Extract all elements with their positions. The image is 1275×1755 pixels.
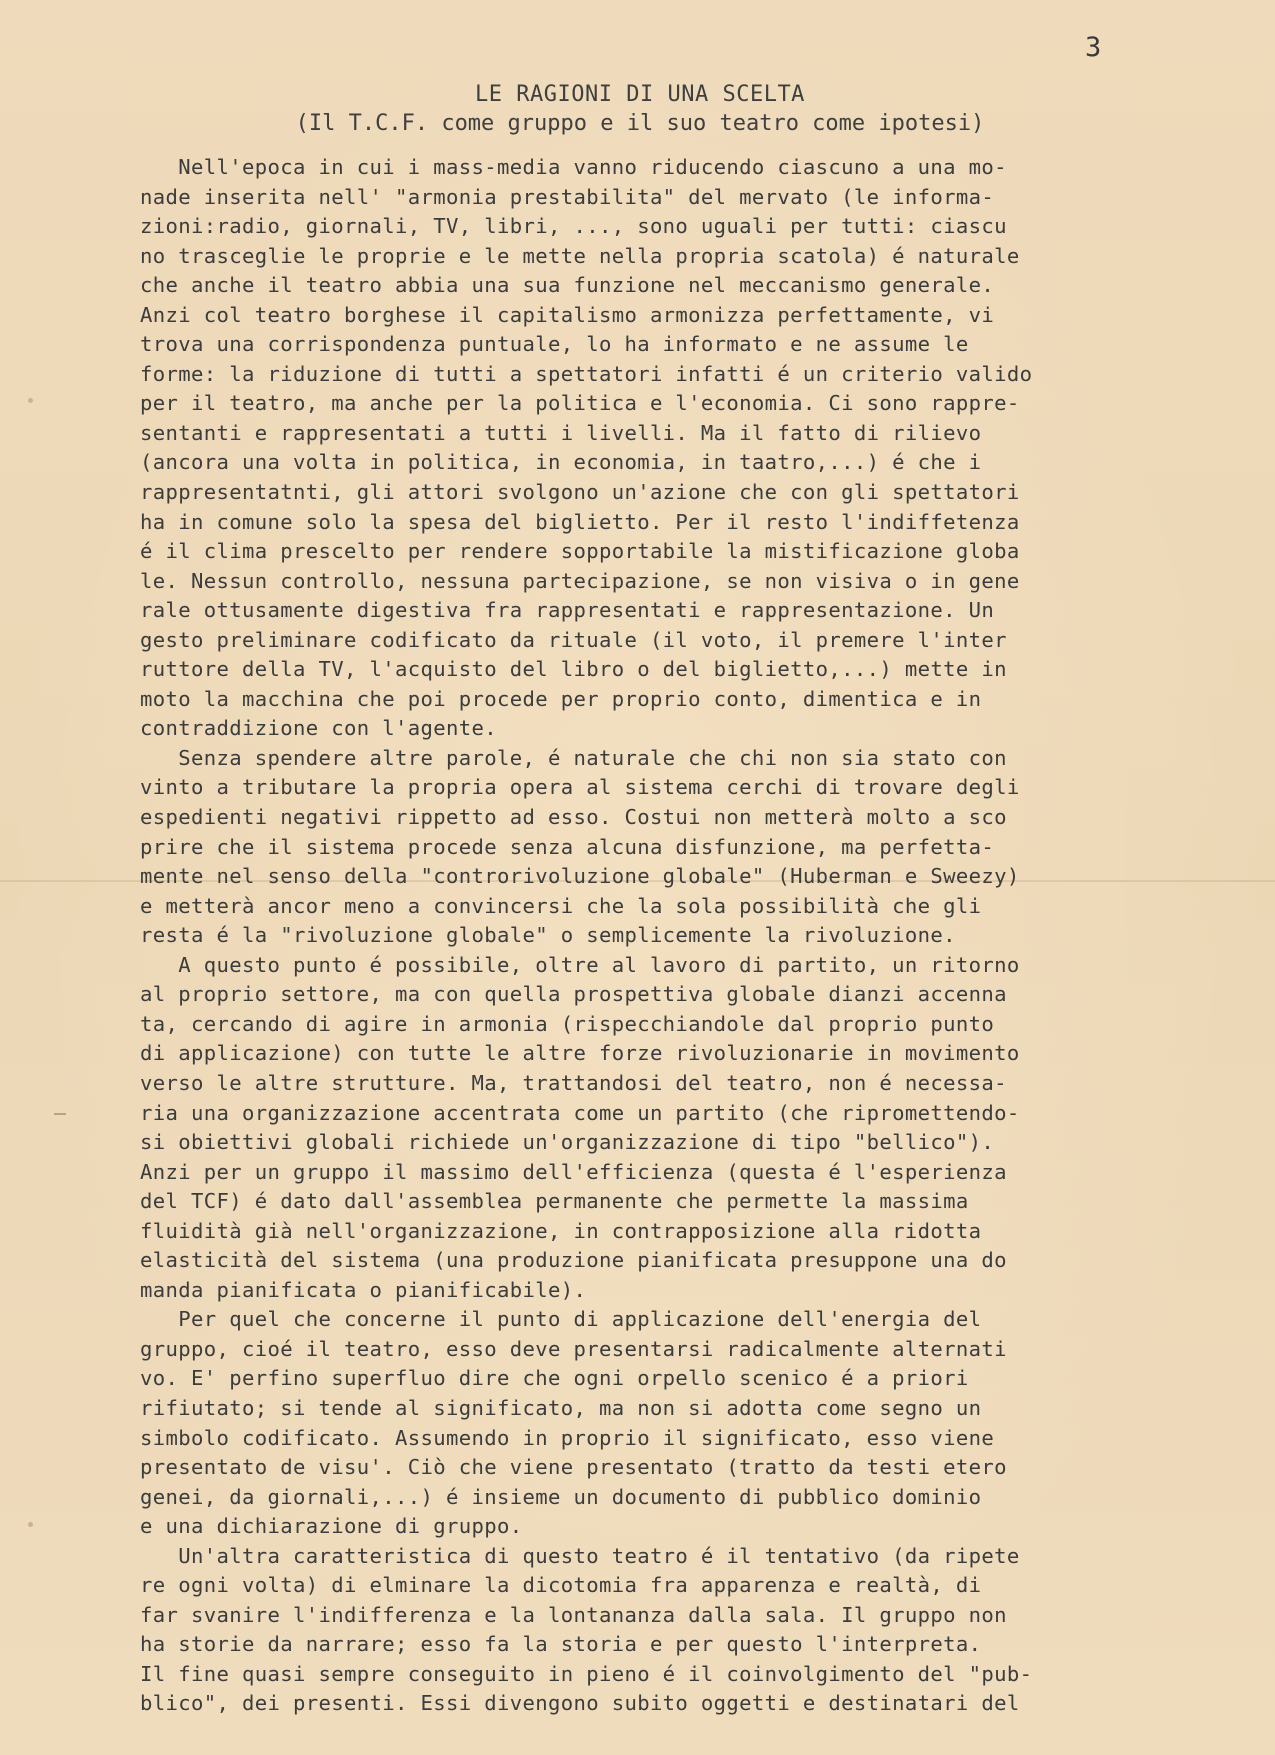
- text-line: far svanire l'indifferenza e la lontananza dalla sala. Il gruppo non: [140, 1602, 1007, 1627]
- text-line: ha in comune solo la spesa del biglietto. Per il resto l'indiffetenza: [140, 509, 1020, 534]
- text-line: rappresentatnti, gli attori svolgono un'azione che con gli spettatori: [140, 480, 1020, 505]
- text-line: le. Nessun controllo, nessuna partecipazione, se non visiva o in gene: [140, 568, 1020, 593]
- text-line: Nell'epoca in cui i mass-media vanno riducendo ciascuno a una mo-: [140, 155, 1007, 179]
- text-line: genei, da giornali,...) é insieme un documento di pubblico dominio: [140, 1484, 982, 1509]
- text-line: vinto a tributare la propria opera al sistema cerchi di trovare degli: [140, 775, 1020, 800]
- text-line: gruppo, cioé il teatro, esso deve presentarsi radicalmente alternati: [140, 1336, 1007, 1361]
- text-line: sentanti e rappresentati a tutti i livelli. Ma il fatto di rilievo: [140, 420, 982, 445]
- text-line: no trasceglie le proprie e le mette nella propria scatola) é naturale: [140, 243, 1020, 268]
- text-line: simbolo codificato. Assumendo in proprio il significato, esso viene: [140, 1425, 995, 1450]
- text-line: presentato de visu'. Ciò che viene presentato (tratto da testi etero: [140, 1455, 1007, 1480]
- text-line: che anche il teatro abbia una sua funzione nel meccanismo generale.: [140, 273, 995, 298]
- text-line: del TCF) é dato dall'assemblea permanente che permette la massima: [140, 1189, 969, 1214]
- text-line: espedienti negativi rippetto ad esso. Costui non metterà molto a sco: [140, 805, 1007, 830]
- text-line: Senza spendere altre parole, é naturale che chi non sia stato con: [140, 745, 1007, 770]
- text-line: e metterà ancor meno a convincersi che la sola possibilità che gli: [140, 893, 982, 918]
- document-subtitle: (Il T.C.F. come gruppo e il suo teatro come ipotesi): [295, 111, 985, 136]
- text-line: Il fine quasi sempre conseguito in pieno é il coinvolgimento del "pub-: [140, 1661, 1033, 1686]
- text-line: resta é la "rivoluzione globale" o semplicemente la rivoluzione.: [140, 923, 956, 948]
- paper-speck: [28, 1522, 33, 1527]
- text-line: gesto preliminare codificato da rituale (il voto, il premere l'inter: [140, 627, 1007, 652]
- text-line: nade inserita nell' "armonia prestabilita" del mervato (le informa-: [140, 184, 995, 209]
- text-line: fluidità già nell'organizzazione, in contrapposizione alla ridotta: [140, 1218, 982, 1243]
- text-line: blico", dei presenti. Essi divengono subito oggetti e destinatari del: [140, 1691, 1020, 1716]
- text-line: (ancora una volta in politica, in economia, in taatro,...) é che i: [140, 450, 982, 475]
- text-line: ha storie da narrare; esso fa la storia e per questo l'interpreta.: [140, 1632, 982, 1657]
- text-line: elasticità del sistema (una produzione pianificata presuppone una do: [140, 1248, 1007, 1273]
- text-line: verso le altre strutture. Ma, trattandosi del teatro, non é necessa-: [140, 1070, 1007, 1095]
- text-line: al proprio settore, ma con quella prospettiva globale dianzi accenna: [140, 982, 1007, 1007]
- text-line: zioni:radio, giornali, TV, libri, ..., sono uguali per tutti: ciascu: [140, 214, 1007, 239]
- text-line: mente nel senso della "controrivoluzione globale" (Huberman e Sweezy): [140, 864, 1020, 889]
- text-line: trova una corrispondenza puntuale, lo ha informato e ne assume le: [140, 332, 969, 357]
- text-line: ruttore della TV, l'acquisto del libro o del biglietto,...) mette in: [140, 657, 1007, 682]
- text-line: A questo punto é possibile, oltre al lavoro di partito, un ritorno: [140, 952, 1020, 977]
- text-line: rifiutato; si tende al significato, ma non si adotta come segno un: [140, 1395, 982, 1420]
- text-line: rale ottusamente digestiva fra rappresentati e rappresentazione. Un: [140, 598, 995, 623]
- body-text: [140, 153, 1032, 1719]
- text-line: é il clima prescelto per rendere sopportabile la mistificazione globa: [140, 539, 1020, 564]
- document-title: LE RAGIONI DI UNA SCELTA: [475, 82, 805, 107]
- paper-mark: [54, 1113, 66, 1115]
- paper-speck: [28, 398, 33, 403]
- page-number: 3: [1085, 32, 1102, 63]
- text-line: di applicazione) con tutte le altre forze rivoluzionarie in movimento: [140, 1041, 1020, 1066]
- text-line: Per quel che concerne il punto di applicazione dell'energia del: [140, 1307, 982, 1332]
- text-line: Un'altra caratteristica di questo teatro é il tentativo (da ripete: [140, 1543, 1020, 1568]
- text-line: Anzi col teatro borghese il capitalismo armonizza perfettamente, vi: [140, 302, 995, 327]
- text-line: si obiettivi globali richiede un'organizzazione di tipo "bellico").: [140, 1130, 995, 1155]
- text-line: prire che il sistema procede senza alcuna disfunzione, ma perfetta-: [140, 834, 995, 859]
- text-line: Anzi per un gruppo il massimo dell'efficienza (questa é l'esperienza: [140, 1159, 1007, 1184]
- text-line: manda pianificata o pianificabile).: [140, 1277, 587, 1302]
- text-line: ta, cercando di agire in armonia (rispecchiandole dal proprio punto: [140, 1011, 995, 1036]
- text-line: forme: la riduzione di tutti a spettatori infatti é un criterio valido: [140, 361, 1033, 386]
- text-line: contraddizione con l'agente.: [140, 716, 497, 741]
- text-line: ria una organizzazione accentrata come un partito (che ripromettendo-: [140, 1100, 1020, 1125]
- text-line: per il teatro, ma anche per la politica e l'economia. Ci sono rappre-: [140, 391, 1020, 416]
- text-line: vo. E' perfino superfluo dire che ogni orpello scenico é a priori: [140, 1366, 969, 1391]
- text-line: moto la macchina che poi procede per proprio conto, dimentica e in: [140, 686, 982, 711]
- text-line: re ogni volta) di elminare la dicotomia fra apparenza e realtà, di: [140, 1573, 982, 1598]
- text-line: e una dichiarazione di gruppo.: [140, 1514, 523, 1539]
